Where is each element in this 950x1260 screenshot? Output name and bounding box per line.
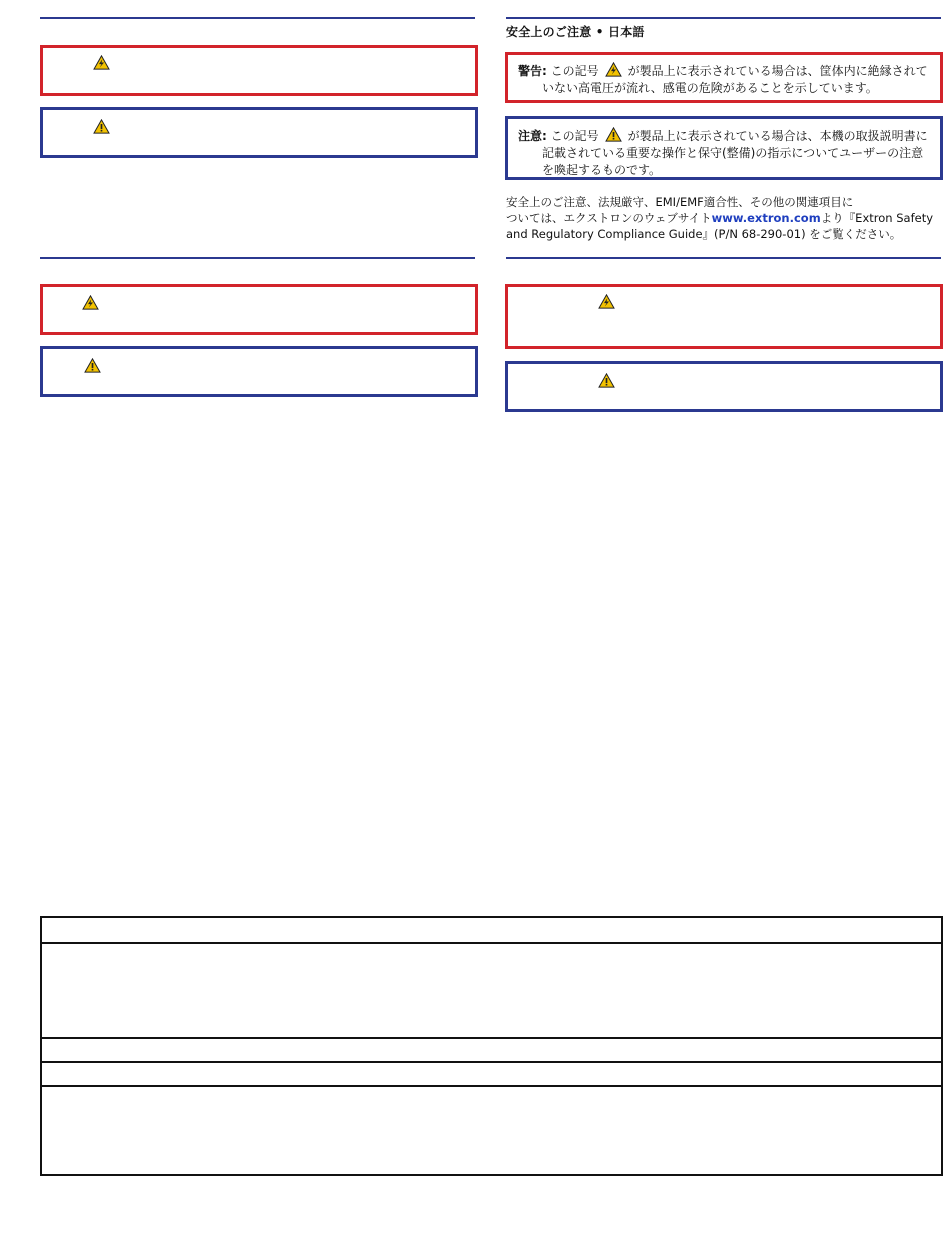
- table-row-divider: [42, 942, 941, 944]
- high-voltage-warning-icon: [598, 294, 615, 309]
- caution-exclamation-icon: [93, 119, 110, 134]
- caution-exclamation-icon: [605, 127, 622, 142]
- safety-info-line2: ついては、エクストロンのウェブサイト: [506, 211, 712, 225]
- safety-info-line3: and Regulatory Compliance Guide』(P/N 68-290-01) をご覧ください。: [506, 227, 902, 241]
- high-voltage-warning-icon: [605, 62, 622, 77]
- warning-text-line2: いない高電圧が流れ、感電の危険があることを示しています。: [542, 81, 878, 95]
- warning-box-top-left: [40, 45, 478, 96]
- warning-text-part2: が製品上に表示されている場合は、筐体内に絶縁されて: [627, 64, 928, 78]
- caution-exclamation-icon: [84, 358, 101, 373]
- warning-box-middle-right: [505, 284, 943, 349]
- table-row-divider: [42, 1061, 941, 1063]
- section-rule-top-left: [40, 17, 475, 19]
- caution-label: 注意:: [518, 129, 547, 143]
- caution-text-line2: 記載されている重要な操作と保守(整備)の指示についてユーザーの注意: [542, 146, 924, 160]
- section-rule-top-right: [506, 17, 941, 19]
- warning-box-japanese: [505, 52, 943, 103]
- warning-box-middle-left: [40, 284, 478, 335]
- caution-box-top-left: [40, 107, 478, 158]
- warning-label: 警告:: [518, 64, 547, 78]
- high-voltage-warning-icon: [82, 295, 99, 310]
- safety-info-line1: 安全上のご注意、法規厳守、EMI/EMF適合性、その他の関連項目に: [506, 195, 854, 209]
- table-row-divider: [42, 1085, 941, 1087]
- caution-text-line3: を喚起するものです。: [542, 163, 662, 177]
- bottom-table-frame: [40, 916, 943, 1176]
- caution-box-middle-right: [505, 361, 943, 412]
- caution-box-middle-left: [40, 346, 478, 397]
- high-voltage-warning-icon: [93, 55, 110, 70]
- section-rule-middle-right: [506, 257, 941, 259]
- extron-website-link[interactable]: www.extron.com: [711, 211, 821, 225]
- section-rule-middle-left: [40, 257, 475, 259]
- warning-text-part1: この記号: [550, 64, 599, 78]
- safety-info-paragraph: [506, 194, 936, 242]
- caution-exclamation-icon: [598, 373, 615, 388]
- table-row-divider: [42, 1037, 941, 1039]
- safety-info-line2-end: より『Extron Safety: [820, 211, 934, 225]
- section-heading-japanese: 安全上のご注意 • 日本語: [506, 25, 645, 39]
- caution-box-japanese: [505, 116, 943, 180]
- caution-text-part1: この記号: [550, 129, 599, 143]
- caution-text-part2: が製品上に表示されている場合は、本機の取扱説明書に: [627, 129, 928, 143]
